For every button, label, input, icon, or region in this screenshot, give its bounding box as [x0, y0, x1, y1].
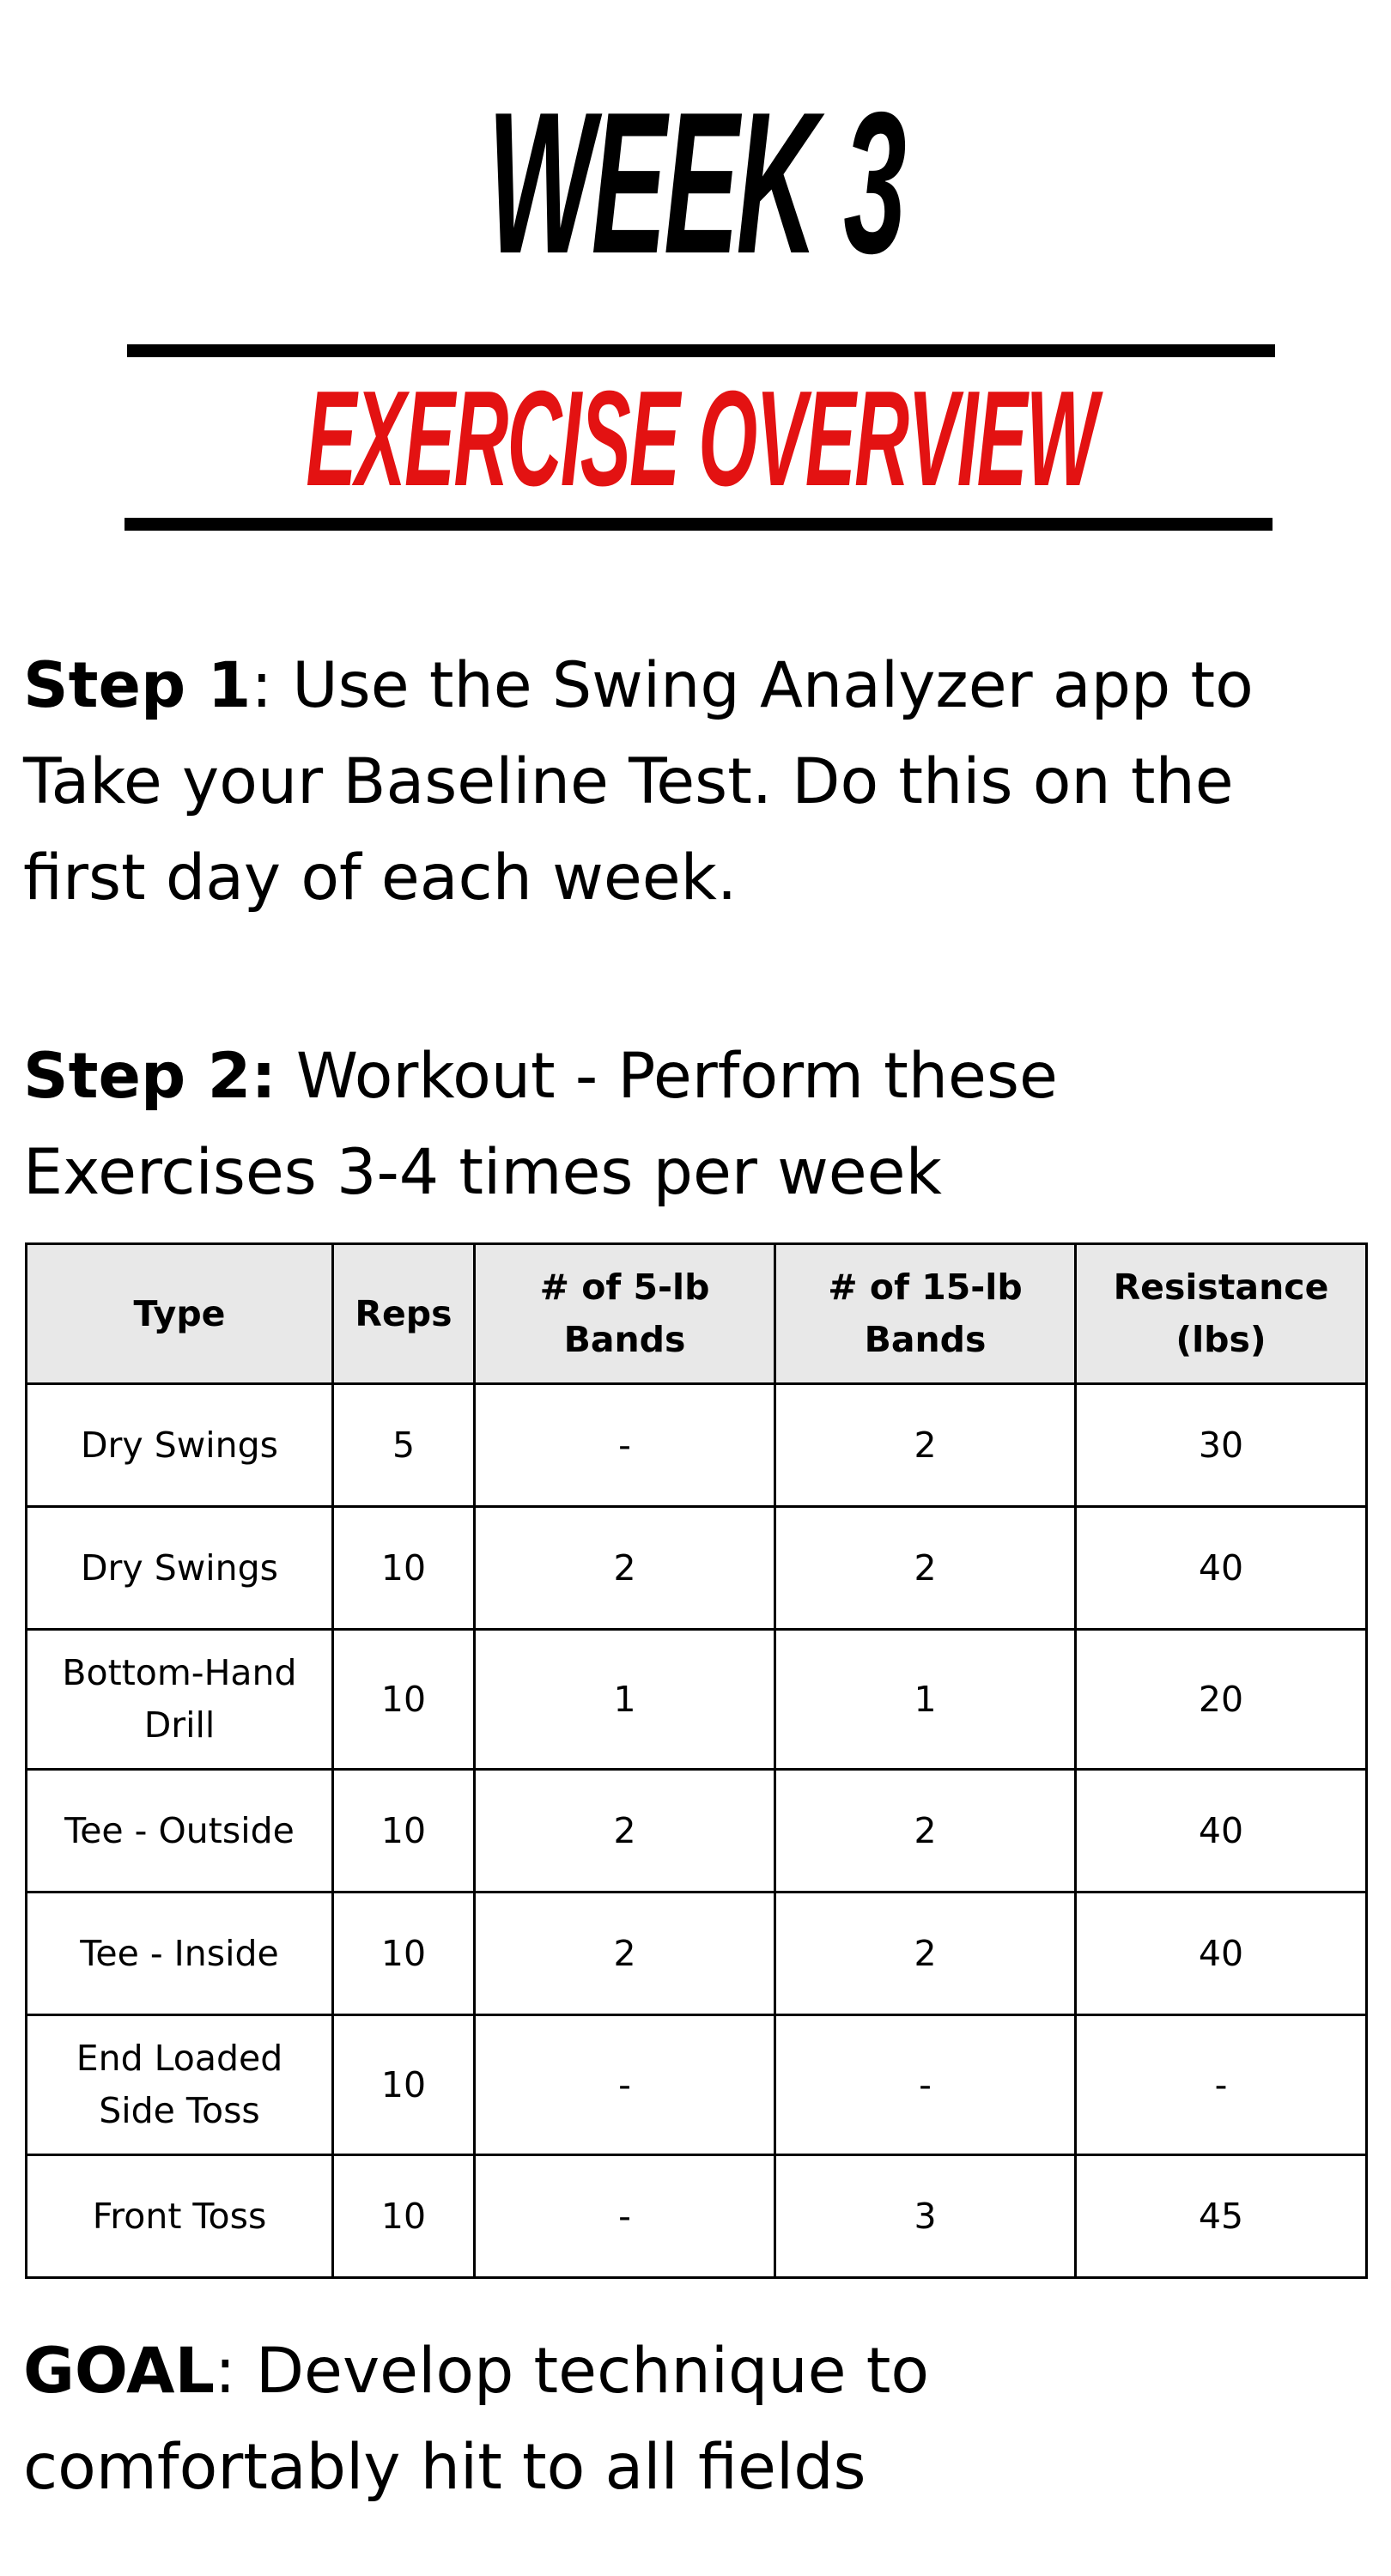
goal-text: : Develop technique to: [215, 2335, 930, 2408]
cell-15lb-bands: 3: [775, 2155, 1076, 2278]
table-row: [27, 1893, 1367, 2015]
cell-reps: 10: [333, 2155, 475, 2278]
cell-resistance: 45: [1076, 2155, 1367, 2278]
cell-5lb-bands: 2: [475, 1507, 775, 1630]
cell-type: Dry Swings: [27, 1384, 333, 1507]
step-1-label: Step 1: [23, 649, 252, 722]
step-1-line-3: first day of each week.: [23, 841, 738, 914]
cell-15lb-bands: 2: [775, 1893, 1076, 2015]
cell-5lb-bands: -: [475, 1384, 775, 1507]
cell-reps: 10: [333, 1507, 475, 1630]
step-2-line-2: Exercises 3-4 times per week: [23, 1136, 942, 1209]
cell-15lb-bands: 1: [775, 1630, 1076, 1770]
cell-5lb-bands: -: [475, 2155, 775, 2278]
table-row: [27, 1384, 1367, 1507]
cell-resistance: 40: [1076, 1507, 1367, 1630]
goal-line-2: comfortably hit to all fields: [23, 2431, 866, 2504]
cell-reps: 10: [333, 1770, 475, 1893]
cell-type: Front Toss: [27, 2155, 333, 2278]
cell-type: Tee - Outside: [27, 1770, 333, 1893]
header-reps: Reps: [333, 1244, 475, 1384]
cell-15lb-bands: 2: [775, 1770, 1076, 1893]
table-header-row: [27, 1244, 1367, 1384]
cell-reps: 10: [333, 2015, 475, 2155]
page-subtitle: EXERCISE OVERVIEW: [306, 363, 1096, 514]
cell-resistance: 20: [1076, 1630, 1367, 1770]
goal-statement: [23, 2324, 1363, 2516]
page-title: WEEK 3: [487, 70, 904, 295]
cell-reps: 10: [333, 1893, 475, 2015]
step-2-text: Workout - Perform these: [276, 1040, 1058, 1113]
step-2-line-1: [23, 1029, 1363, 1125]
cell-reps: 5: [333, 1384, 475, 1507]
cell-5lb-bands: 1: [475, 1630, 775, 1770]
step-1-line-2: Take your Baseline Test. Do this on the: [23, 745, 1234, 818]
step-2-label: Step 2:: [23, 1040, 276, 1113]
cell-reps: 10: [333, 1630, 475, 1770]
title-divider-bottom: [125, 518, 1273, 531]
step-1-instructions: [23, 638, 1363, 927]
header-15lb-bands: # of 15-lb Bands: [775, 1244, 1076, 1384]
table-row: [27, 2015, 1367, 2155]
step-2-instructions: [23, 1029, 1363, 1221]
cell-type: End Loaded Side Toss: [27, 2015, 333, 2155]
cell-resistance: 40: [1076, 1770, 1367, 1893]
cell-15lb-bands: 2: [775, 1384, 1076, 1507]
cell-15lb-bands: 2: [775, 1507, 1076, 1630]
step-1-line-1: [23, 638, 1363, 734]
step-1-text: : Use the Swing Analyzer app to: [251, 649, 1254, 722]
header-resistance: Resistance (lbs): [1076, 1244, 1367, 1384]
table-row: [27, 1630, 1367, 1770]
goal-line-1: [23, 2324, 1363, 2420]
cell-5lb-bands: 2: [475, 1893, 775, 2015]
cell-5lb-bands: -: [475, 2015, 775, 2155]
exercise-table: [25, 1242, 1368, 2279]
table-row: [27, 2155, 1367, 2278]
cell-resistance: -: [1076, 2015, 1367, 2155]
table-row: [27, 1770, 1367, 1893]
cell-5lb-bands: 2: [475, 1770, 775, 1893]
title-divider-top: [127, 344, 1275, 357]
cell-resistance: 30: [1076, 1384, 1367, 1507]
cell-type: Dry Swings: [27, 1507, 333, 1630]
cell-15lb-bands: -: [775, 2015, 1076, 2155]
header-type: Type: [27, 1244, 333, 1384]
cell-resistance: 40: [1076, 1893, 1367, 2015]
goal-label: GOAL: [23, 2335, 216, 2408]
cell-type: Tee - Inside: [27, 1893, 333, 2015]
header-5lb-bands: # of 5-lb Bands: [475, 1244, 775, 1384]
cell-type: Bottom-Hand Drill: [27, 1630, 333, 1770]
table-row: [27, 1507, 1367, 1630]
